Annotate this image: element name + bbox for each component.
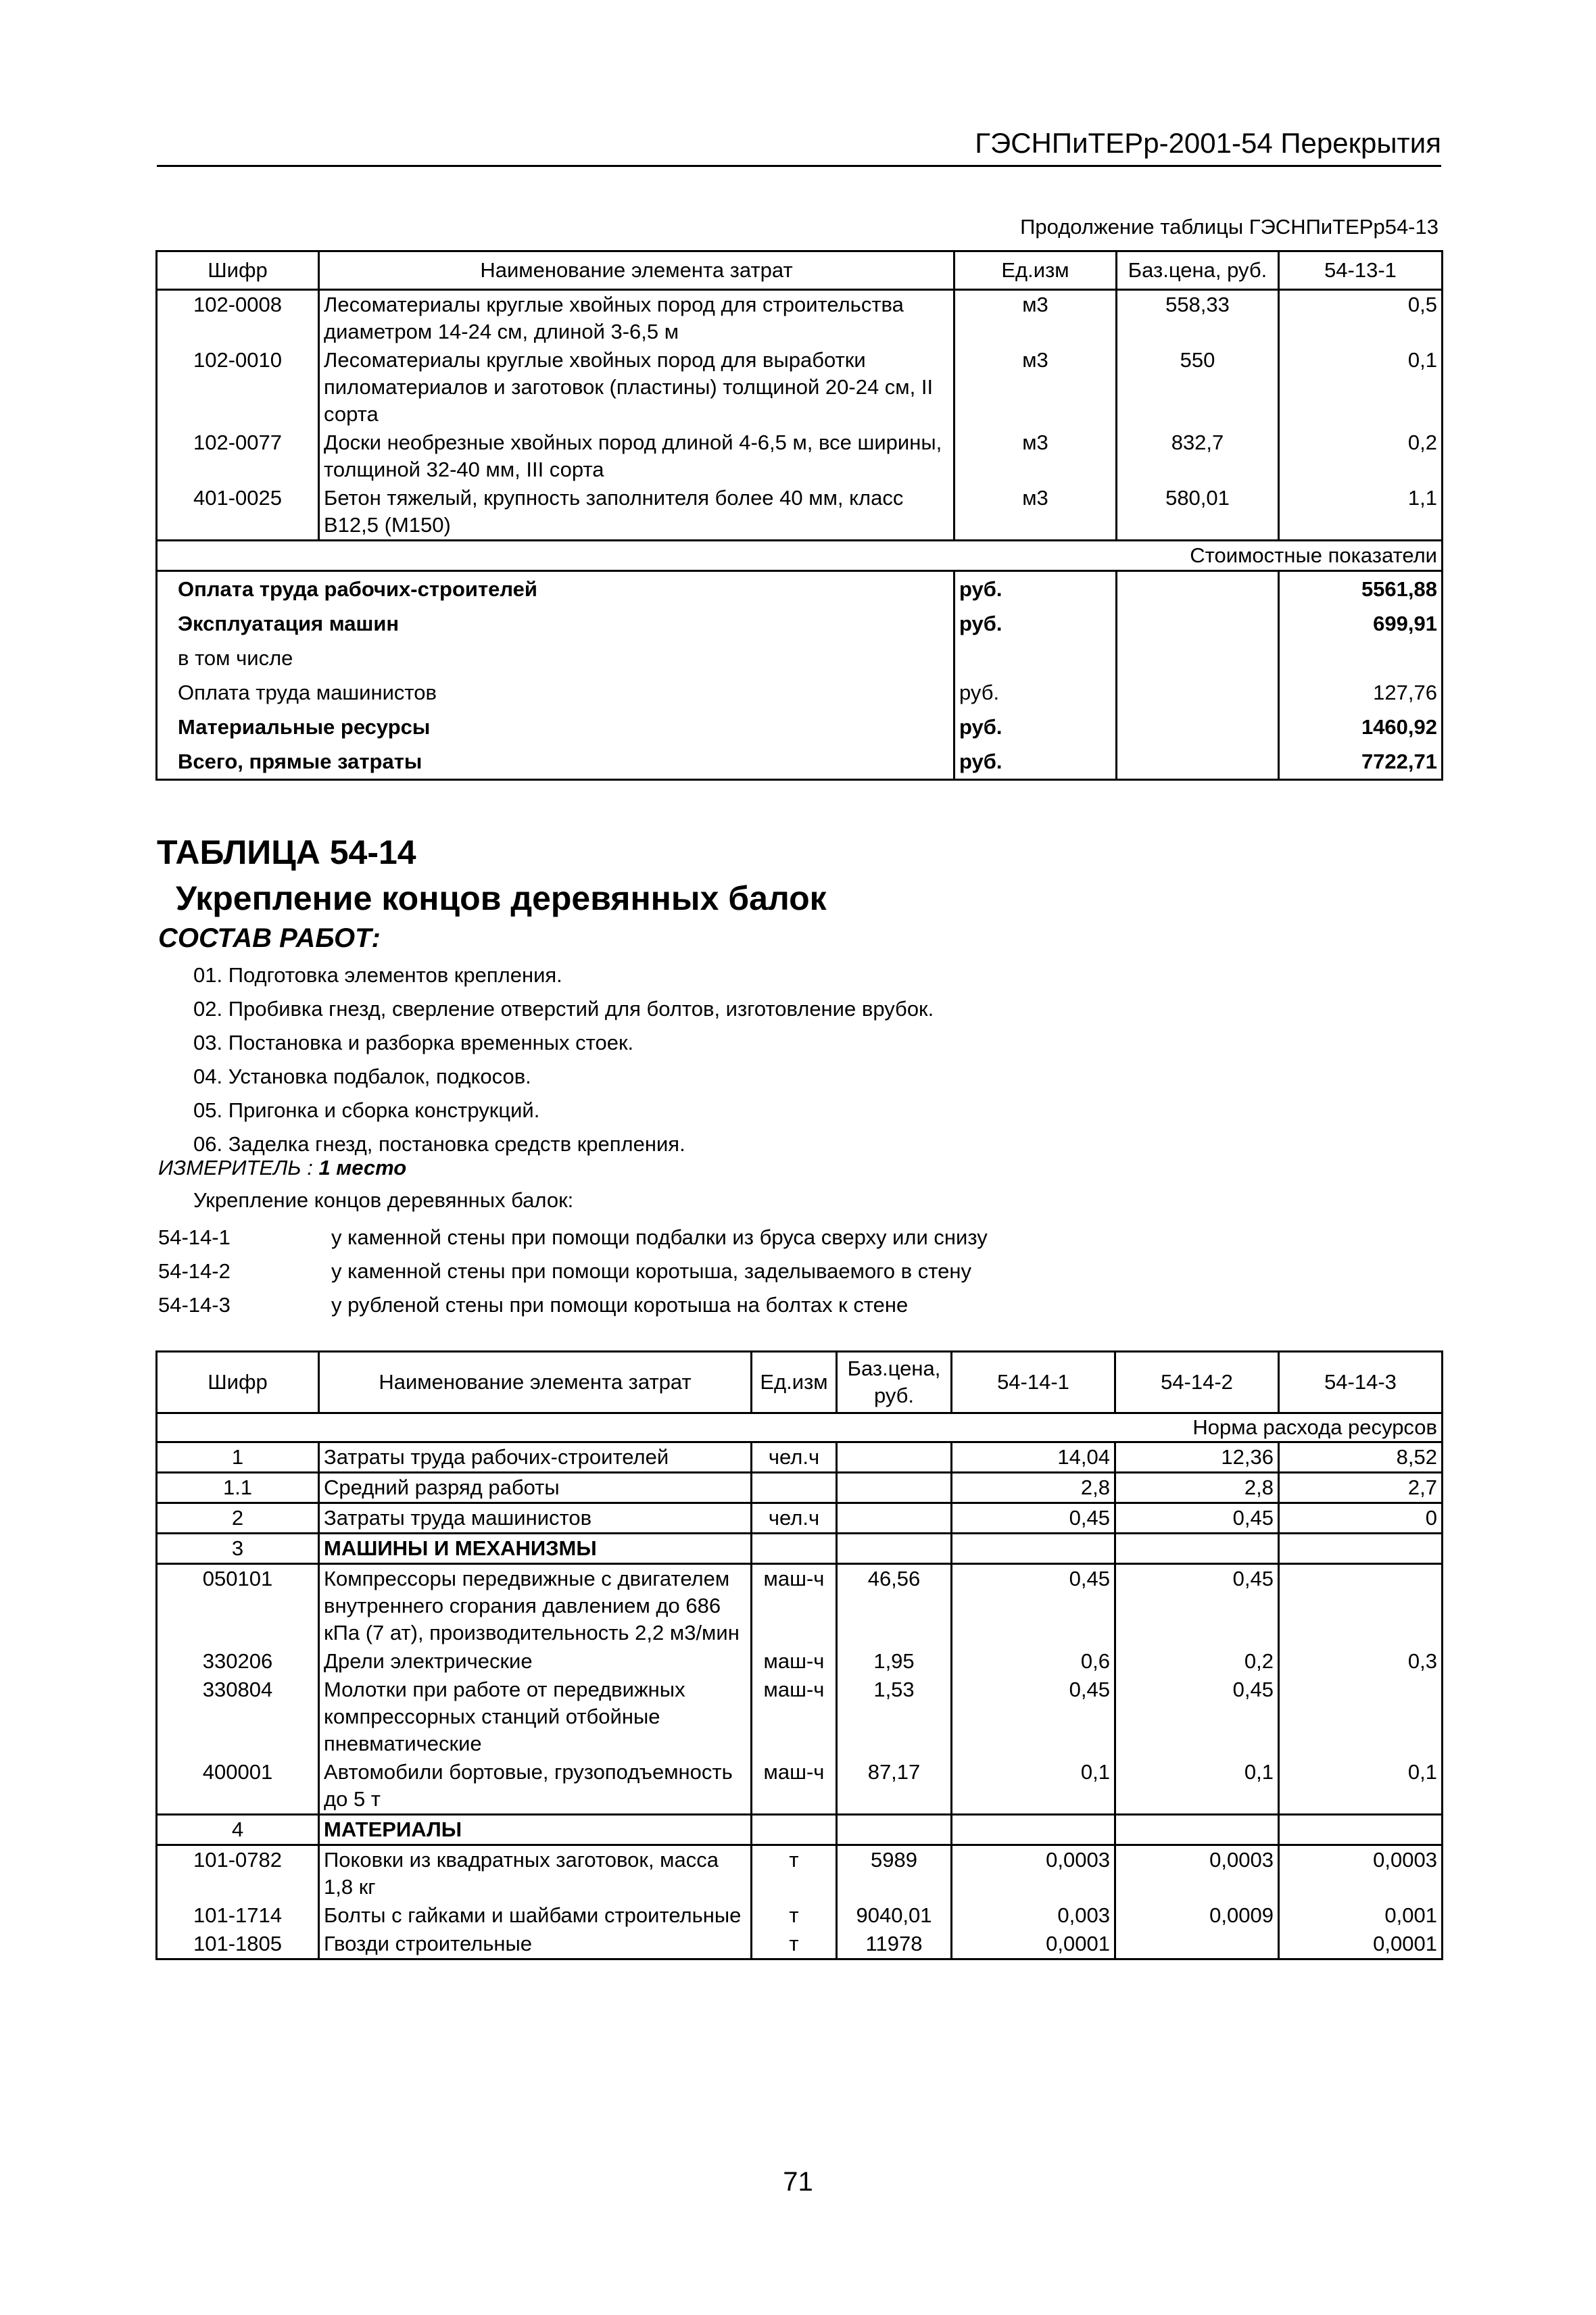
value-cell: 0,6 — [952, 1647, 1115, 1676]
price-cell: 46,56 — [837, 1564, 952, 1648]
name-cell: Молотки при работе от передвижных компрессорных станций отбойные пневматические — [319, 1676, 752, 1758]
running-header: ГЭСНПиТЕРр-2001-54 Перекрытия — [157, 127, 1441, 167]
code-cell: 330206 — [157, 1647, 319, 1676]
value-cell — [1279, 1564, 1443, 1648]
table-row — [157, 1442, 1443, 1473]
code-cell: 4 — [157, 1815, 319, 1845]
name-cell: Гвозди строительные — [319, 1930, 752, 1959]
price-cell: 11978 — [837, 1930, 952, 1959]
variant-code: 54-14-3 — [158, 1293, 231, 1317]
column-header: Наименование элемента затрат — [319, 1352, 752, 1413]
table-header-row — [157, 1352, 1443, 1413]
measure-label: ИЗМЕРИТЕЛЬ : — [158, 1156, 313, 1179]
unit-cell: м3 — [954, 484, 1117, 541]
unit-cell: м3 — [954, 290, 1117, 347]
value-cell: 0,3 — [1279, 1647, 1443, 1676]
name-cell: Лесоматериалы круглые хвойных пород для выработки пиломатериалов и заготовок (пластины) толщиной 20-24 см, II сорта — [319, 346, 954, 429]
table-row — [157, 346, 1443, 429]
variants-list — [158, 1221, 988, 1322]
column-header: 54-14-2 — [1115, 1352, 1279, 1413]
column-header: Наименование элемента затрат — [319, 251, 954, 290]
price-cell: 550 — [1117, 346, 1279, 429]
value-cell — [1115, 1815, 1279, 1845]
value-cell — [952, 1815, 1115, 1845]
cost-empty — [1117, 675, 1279, 710]
variant-item — [158, 1221, 988, 1254]
code-cell: 400001 — [157, 1758, 319, 1815]
price-cell: 1,53 — [837, 1676, 952, 1758]
cost-row — [157, 571, 1443, 607]
norm-label: Норма расхода ресурсов — [157, 1413, 1443, 1442]
table-row — [157, 484, 1443, 541]
name-cell: Лесоматериалы круглые хвойных пород для строительства диаметром 14-24 см, длиной 3-6,5 м — [319, 290, 954, 347]
price-cell: 558,33 — [1117, 290, 1279, 347]
cost-empty — [1117, 606, 1279, 641]
value-cell: 0,2 — [1279, 429, 1443, 484]
column-header: Шифр — [157, 1352, 319, 1413]
unit-cell: маш-ч — [752, 1758, 837, 1815]
variants-subheading: Укрепление концов деревянных балок: — [193, 1188, 574, 1212]
name-cell: Доски необрезные хвойных пород длиной 4-6,5 м, все ширины, толщиной 32-40 мм, III сорта — [319, 429, 954, 484]
variant-code: 54-14-2 — [158, 1259, 231, 1283]
value-cell: 0,45 — [1115, 1564, 1279, 1648]
price-cell: 9040,01 — [837, 1901, 952, 1930]
unit-cell: маш-ч — [752, 1676, 837, 1758]
value-cell: 2,8 — [952, 1473, 1115, 1503]
code-cell: 102-0010 — [157, 346, 319, 429]
cost-value: 699,91 — [1279, 606, 1443, 641]
value-cell: 0 — [1279, 1503, 1443, 1534]
price-cell — [837, 1442, 952, 1473]
price-cell: 5989 — [837, 1845, 952, 1902]
variant-text: у каменной стены при помощи подбалки из бруса сверху или снизу — [331, 1225, 988, 1249]
work-item: 06. Заделка гнезд, постановка средств крепления. — [193, 1132, 685, 1156]
code-cell: 050101 — [157, 1564, 319, 1648]
unit-cell: т — [752, 1845, 837, 1902]
norm-label-row — [157, 1413, 1443, 1442]
variant-text: у каменной стены при помощи коротыша, заделываемого в стену — [331, 1259, 971, 1283]
value-cell: 0,001 — [1279, 1901, 1443, 1930]
cost-row — [157, 641, 1443, 675]
value-cell: 0,45 — [952, 1503, 1115, 1534]
unit-cell — [752, 1473, 837, 1503]
cost-indicators-row — [157, 541, 1443, 571]
column-header: Баз.цена, руб. — [837, 1352, 952, 1413]
cost-empty — [1117, 744, 1279, 780]
variant-item — [158, 1288, 988, 1322]
name-cell: Дрели электрические — [319, 1647, 752, 1676]
unit-cell — [752, 1815, 837, 1845]
table-row — [157, 1758, 1443, 1815]
variant-text: у рубленой стены при помощи коротыша на болтах к стене — [331, 1293, 909, 1317]
name-cell: Компрессоры передвижные с двигателем внутреннего сгорания давлением до 686 кПа (7 ат), производительность 2,2 м3/мин — [319, 1564, 752, 1648]
cost-empty — [1117, 641, 1279, 675]
cost-row — [157, 675, 1443, 710]
measure-line — [158, 1156, 406, 1180]
price-cell: 580,01 — [1117, 484, 1279, 541]
cost-value: 5561,88 — [1279, 571, 1443, 607]
code-cell: 102-0077 — [157, 429, 319, 484]
name-cell: Затраты труда рабочих-строителей — [319, 1442, 752, 1473]
code-cell: 330804 — [157, 1676, 319, 1758]
work-item: 03. Постановка и разборка временных стоек. — [193, 1031, 634, 1054]
table-row — [157, 1534, 1443, 1564]
table-row — [157, 1815, 1443, 1845]
column-header: Баз.цена, руб. — [1117, 251, 1279, 290]
value-cell: 2,7 — [1279, 1473, 1443, 1503]
value-cell: 0,45 — [1115, 1676, 1279, 1758]
cost-unit: руб. — [954, 606, 1117, 641]
cost-row — [157, 710, 1443, 744]
table-row — [157, 1503, 1443, 1534]
price-cell: 87,17 — [837, 1758, 952, 1815]
value-cell: 0,0001 — [1279, 1930, 1443, 1959]
code-cell: 401-0025 — [157, 484, 319, 541]
value-cell — [1279, 1676, 1443, 1758]
variant-item — [158, 1254, 988, 1288]
table-title: ТАБЛИЦА 54-14 — [157, 833, 416, 871]
cost-row — [157, 744, 1443, 780]
work-item: 05. Пригонка и сборка конструкций. — [193, 1098, 540, 1122]
cost-unit: руб. — [954, 710, 1117, 744]
value-cell: 8,52 — [1279, 1442, 1443, 1473]
table-row — [157, 1564, 1443, 1648]
cost-row — [157, 606, 1443, 641]
cost-value — [1279, 641, 1443, 675]
value-cell: 0,0003 — [952, 1845, 1115, 1902]
value-cell — [1279, 1815, 1443, 1845]
column-header: 54-14-1 — [952, 1352, 1115, 1413]
works-list — [193, 958, 934, 1161]
code-cell: 3 — [157, 1534, 319, 1564]
work-item: 02. Пробивка гнезд, сверление отверстий для болтов, изготовление врубок. — [193, 997, 934, 1021]
table-row — [157, 290, 1443, 347]
cost-label: Оплата труда машинистов — [178, 680, 437, 704]
price-cell — [837, 1815, 952, 1845]
value-cell: 0,1 — [952, 1758, 1115, 1815]
cost-label: Эксплуатация машин — [178, 611, 400, 635]
price-cell — [837, 1503, 952, 1534]
value-cell: 0,0001 — [952, 1930, 1115, 1959]
value-cell — [952, 1534, 1115, 1564]
value-cell: 0,0003 — [1115, 1845, 1279, 1902]
table-continuation-caption: Продолжение таблицы ГЭСНПиТЕРр54-13 — [1020, 215, 1438, 239]
cost-label: в том числе — [178, 645, 293, 670]
unit-cell: т — [752, 1901, 837, 1930]
cost-value: 7722,71 — [1279, 744, 1443, 780]
table-header-row — [157, 251, 1443, 290]
price-cell — [837, 1534, 952, 1564]
column-header: 54-13-1 — [1279, 251, 1443, 290]
unit-cell: маш-ч — [752, 1564, 837, 1648]
column-header: 54-14-3 — [1279, 1352, 1443, 1413]
cost-unit: руб. — [954, 744, 1117, 780]
code-cell: 1 — [157, 1442, 319, 1473]
code-cell: 1.1 — [157, 1473, 319, 1503]
measure-value: 1 место — [318, 1156, 407, 1179]
unit-cell — [752, 1534, 837, 1564]
table-row — [157, 1845, 1443, 1902]
name-cell: Поковки из квадратных заготовок, масса 1,8 кг — [319, 1845, 752, 1902]
unit-cell: т — [752, 1930, 837, 1959]
unit-cell: чел.ч — [752, 1442, 837, 1473]
cost-empty — [1117, 571, 1279, 607]
table-row — [157, 1473, 1443, 1503]
column-header: Ед.изм — [752, 1352, 837, 1413]
cost-indicators-label: Стоимостные показатели — [157, 541, 1443, 571]
column-header: Шифр — [157, 251, 319, 290]
cost-label: Всего, прямые затраты — [178, 749, 422, 773]
variant-code: 54-14-1 — [158, 1225, 231, 1249]
unit-cell: маш-ч — [752, 1647, 837, 1676]
value-cell: 2,8 — [1115, 1473, 1279, 1503]
cost-unit: руб. — [954, 571, 1117, 607]
price-cell — [837, 1473, 952, 1503]
value-cell — [1279, 1534, 1443, 1564]
unit-cell: м3 — [954, 429, 1117, 484]
resource-table-54-13 — [155, 250, 1443, 781]
value-cell: 0,45 — [1115, 1503, 1279, 1534]
cost-value: 1460,92 — [1279, 710, 1443, 744]
price-cell: 1,95 — [837, 1647, 952, 1676]
code-cell: 101-1805 — [157, 1930, 319, 1959]
code-cell: 101-1714 — [157, 1901, 319, 1930]
value-cell: 14,04 — [952, 1442, 1115, 1473]
value-cell: 0,1 — [1115, 1758, 1279, 1815]
name-cell: Средний разряд работы — [319, 1473, 752, 1503]
unit-cell: чел.ч — [752, 1503, 837, 1534]
cost-empty — [1117, 710, 1279, 744]
table-row — [157, 1901, 1443, 1930]
cost-unit: руб. — [954, 675, 1117, 710]
work-item: 04. Установка подбалок, подкосов. — [193, 1065, 531, 1088]
value-cell: 1,1 — [1279, 484, 1443, 541]
value-cell: 0,45 — [952, 1564, 1115, 1648]
code-cell: 2 — [157, 1503, 319, 1534]
value-cell: 0,003 — [952, 1901, 1115, 1930]
value-cell: 0,0009 — [1115, 1901, 1279, 1930]
name-cell: Автомобили бортовые, грузоподъемность до 5 т — [319, 1758, 752, 1815]
value-cell: 0,1 — [1279, 1758, 1443, 1815]
table-row — [157, 1930, 1443, 1959]
table-row — [157, 1676, 1443, 1758]
code-cell: 102-0008 — [157, 290, 319, 347]
resource-table-54-14 — [155, 1350, 1443, 1960]
page-number: 71 — [783, 2167, 813, 2197]
table-row — [157, 429, 1443, 484]
works-title: СОСТАВ РАБОТ: — [158, 923, 381, 953]
cost-label: Оплата труда рабочих-строителей — [178, 577, 537, 601]
column-header: Ед.изм — [954, 251, 1117, 290]
value-cell: 0,45 — [952, 1676, 1115, 1758]
price-cell: 832,7 — [1117, 429, 1279, 484]
value-cell: 0,0003 — [1279, 1845, 1443, 1902]
cost-value: 127,76 — [1279, 675, 1443, 710]
unit-cell: м3 — [954, 346, 1117, 429]
work-item: 01. Подготовка элементов крепления. — [193, 963, 562, 987]
value-cell: 0,5 — [1279, 290, 1443, 347]
section-title: Укрепление концов деревянных балок — [176, 879, 827, 917]
name-cell: Бетон тяжелый, крупность заполнителя более 40 мм, класс В12,5 (М150) — [319, 484, 954, 541]
code-cell: 101-0782 — [157, 1845, 319, 1902]
name-cell: МАШИНЫ И МЕХАНИЗМЫ — [319, 1534, 752, 1564]
name-cell: МАТЕРИАЛЫ — [319, 1815, 752, 1845]
name-cell: Затраты труда машинистов — [319, 1503, 752, 1534]
value-cell — [1115, 1930, 1279, 1959]
value-cell — [1115, 1534, 1279, 1564]
value-cell: 0,2 — [1115, 1647, 1279, 1676]
cost-label: Материальные ресурсы — [178, 714, 431, 739]
value-cell: 0,1 — [1279, 346, 1443, 429]
value-cell: 12,36 — [1115, 1442, 1279, 1473]
cost-unit — [954, 641, 1117, 675]
name-cell: Болты с гайками и шайбами строительные — [319, 1901, 752, 1930]
table-row — [157, 1647, 1443, 1676]
